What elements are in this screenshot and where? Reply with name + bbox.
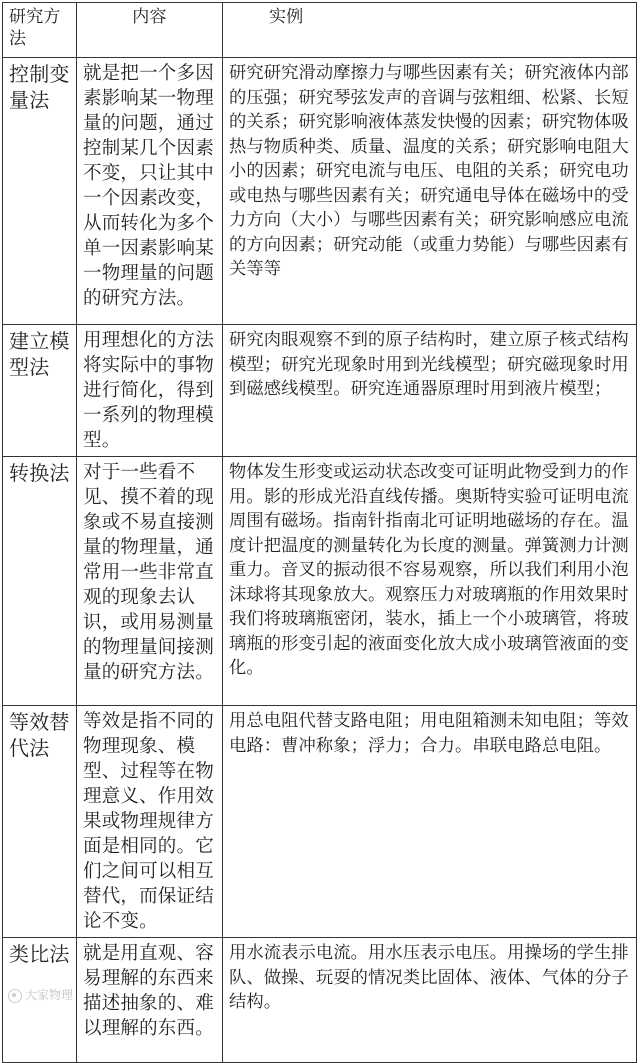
method-example: 用总电阻代替支路电阻；用电阻箱测未知电阻；等效电路：曹冲称象；浮力；合力。串联电路总电阻。	[229, 711, 629, 756]
header-content-cell	[77, 3, 223, 58]
method-cell	[3, 706, 77, 938]
research-methods-table	[2, 2, 637, 1063]
method-name: 等效替代法	[9, 710, 70, 760]
method-name: 类比法	[9, 942, 70, 966]
table-row	[3, 457, 637, 706]
watermark	[8, 986, 73, 1003]
method-content: 用理想化的方法将实际中的事物进行简化，得到一系列的物理模型。	[83, 330, 214, 451]
header-example-cell	[223, 3, 637, 58]
method-content: 就是用直观、容易理解的东西来描述抽象的、难以理解的东西。	[83, 943, 214, 1039]
table-row	[3, 938, 637, 1063]
method-name: 转换法	[9, 461, 70, 485]
method-example: 研究研究滑动摩擦力与哪些因素有关；研究液体内部的压强；研究琴弦发声的音调与弦粗细、松紧、长短的关系；研究影响液体蒸发快慢的因素；研究物体吸热与物质种类、质量、温度的关系；研究影响电阻大小的因素；研究电流与电压、电阻的关系；研究电功或电热与哪些因素有关；研究通电导体在磁场中的受力方向（大小）与哪些因素有关；研究影响感应电流的方向因素；研究动能（或重力势能）与哪些因素有关等等	[229, 63, 629, 279]
method-content: 对于一些看不见、摸不着的现象或不易直接测量的物理量，通常用一些非常直观的现象去认识，或用易测量的物理量间接测量的研究方法。	[83, 462, 214, 683]
content-cell	[77, 58, 223, 325]
table-row	[3, 706, 637, 938]
method-cell	[3, 58, 77, 325]
content-cell	[77, 457, 223, 706]
table-header-row	[3, 3, 637, 58]
watermark-logo-icon	[8, 989, 22, 1003]
example-cell	[223, 325, 637, 457]
example-cell	[223, 58, 637, 325]
table-row	[3, 58, 637, 325]
example-cell	[223, 457, 637, 706]
method-content: 等效是指不同的物理现象、模型、过程等在物理意义、作用效果或物理规律方面是相同的。它们之间可以相互替代，而保证结论不变。	[83, 711, 214, 932]
header-method-cell	[3, 3, 77, 58]
watermark-text: 大家物理	[25, 988, 74, 1002]
content-cell	[77, 938, 223, 1063]
method-name: 控制变量法	[9, 62, 70, 112]
method-content: 就是把一个多因素影响某一物理量的问题，通过控制某几个因素不变，只让其中一个因素改变，从而转化为多个单一因素影响某一物理量的问题的研究方法。	[83, 63, 214, 309]
header-content: 内容	[132, 7, 167, 27]
method-cell	[3, 457, 77, 706]
content-cell	[77, 325, 223, 457]
example-cell	[223, 706, 637, 938]
method-example: 研究肉眼观察不到的原子结构时，建立原子核式结构模型；研究光现象时用到光线模型；研究磁现象时用到磁感线模型。研究连通器原理时用到液片模型；	[229, 330, 629, 399]
method-name: 建立模型法	[9, 329, 70, 379]
table-row	[3, 325, 637, 457]
header-method: 研究方法	[9, 7, 61, 49]
example-cell	[223, 938, 637, 1063]
method-example: 用水流表示电流。用水压表示电压。用操场的学生排队、做操、玩耍的情况类比固体、液体、气体的分子结构。	[229, 943, 629, 1012]
method-cell	[3, 325, 77, 457]
header-example: 实例	[269, 7, 304, 27]
method-example: 物体发生形变或运动状态改变可证明此物受到力的作用。影的形成光沿直线传播。奥斯特实验可证明电流周围有磁场。指南针指南北可证明地磁场的存在。温度计把温度的测量转化为长度的测量。弹簧测力计测重力。音叉的振动很不容易观察，所以我们利用小泡沫球将其现象放大。观察压力对玻璃瓶的作用效果时我们将玻璃瓶密闭，装水，插上一个小玻璃管，将玻璃瓶的形变引起的液面变化放大成小玻璃管液面的变化。	[229, 462, 629, 678]
content-cell	[77, 706, 223, 938]
